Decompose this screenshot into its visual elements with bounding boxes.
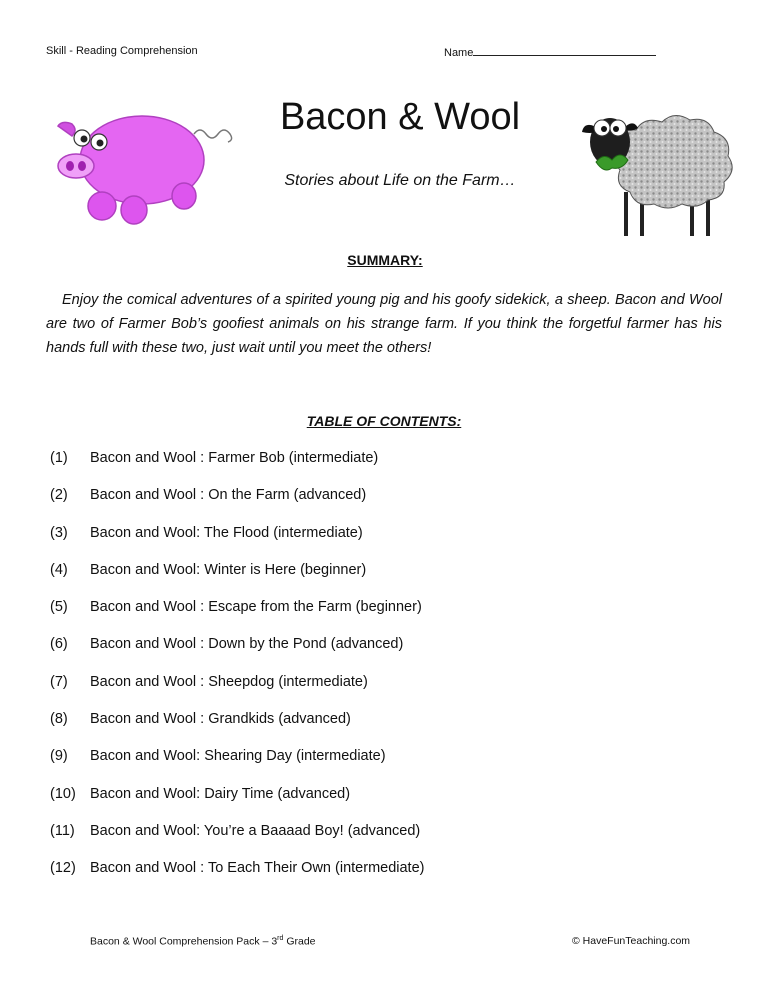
toc-item <box>50 450 570 487</box>
toc-item-title: Bacon and Wool: Dairy Time (advanced) <box>90 785 351 802</box>
toc-item <box>50 636 570 673</box>
page-subtitle: Stories about Life on the Farm… <box>284 172 516 189</box>
toc-item-number: (1) <box>50 450 68 466</box>
toc-item <box>50 711 570 748</box>
toc-item-number: (5) <box>50 599 68 616</box>
toc-item-number: (7) <box>50 673 68 690</box>
summary-heading: SUMMARY: <box>347 252 423 268</box>
toc-item-number: (3) <box>50 524 68 541</box>
toc-item-title: Bacon and Wool: You’re a Baaaad Boy! (advanced) <box>90 822 421 839</box>
toc-item-title: Bacon and Wool : On the Farm (advanced) <box>90 487 367 504</box>
footer-copyright: © HaveFunTeaching.com <box>572 935 691 947</box>
page-title: Bacon & Wool <box>279 96 521 138</box>
toc-item-number: (8) <box>50 711 68 728</box>
toc-item-number: (9) <box>50 748 68 765</box>
toc-item-title: Bacon and Wool : Down by the Pond (advanced) <box>90 636 404 653</box>
toc-item <box>50 487 570 524</box>
skill-label: Skill - Reading Comprehension <box>46 45 198 57</box>
toc-heading: TABLE OF CONTENTS: <box>306 413 462 429</box>
name-label: Name <box>444 47 474 59</box>
toc-item-number: (6) <box>50 636 68 653</box>
toc-item <box>50 525 570 562</box>
toc-item-title: Bacon and Wool: The Flood (intermediate) <box>90 524 363 541</box>
name-field <box>444 45 656 59</box>
toc-item-title: Bacon and Wool : Grandkids (advanced) <box>90 711 351 728</box>
name-blank-line <box>473 45 656 56</box>
toc-item-title: Bacon and Wool : Sheepdog (intermediate) <box>90 673 368 690</box>
toc-item-number: (11) <box>50 822 75 839</box>
toc-item-number: (2) <box>50 487 68 504</box>
footer-pack-text: Bacon & Wool Comprehension Pack – 3 <box>90 935 278 948</box>
toc-item-title: Bacon and Wool: Shearing Day (intermediate) <box>90 748 386 765</box>
toc-item-title: Bacon and Wool : Escape from the Farm (beginner) <box>90 599 422 616</box>
summary-text: Enjoy the comical adventures of a spirited young pig and his goofy sidekick, a sheep. Bacon and Wool are two of Farmer Bob’s goofiest animals on his strange farm. If you think the forgetful farmer has his hands full with these two, just wait until you meet the others! <box>46 292 722 356</box>
table-of-contents <box>50 450 570 898</box>
toc-item-title: Bacon and Wool: Winter is Here (beginner) <box>90 561 367 578</box>
toc-item <box>50 748 570 785</box>
toc-item <box>50 674 570 711</box>
toc-item <box>50 786 570 823</box>
toc-item <box>50 599 570 636</box>
footer-pack-label <box>90 935 316 948</box>
footer-grade-text: Grade <box>283 935 316 948</box>
toc-item-number: (10) <box>50 785 76 802</box>
toc-item <box>50 860 570 897</box>
toc-item-title: Bacon and Wool : Farmer Bob (intermediate) <box>90 450 379 466</box>
sheep-icon <box>580 96 738 242</box>
footer-grade-suffix: rd <box>277 935 284 942</box>
toc-item-number: (4) <box>50 561 68 578</box>
toc-item-number: (12) <box>50 860 76 877</box>
toc-item <box>50 562 570 599</box>
toc-item <box>50 823 570 860</box>
toc-item-title: Bacon and Wool : To Each Their Own (intermediate) <box>90 860 425 877</box>
